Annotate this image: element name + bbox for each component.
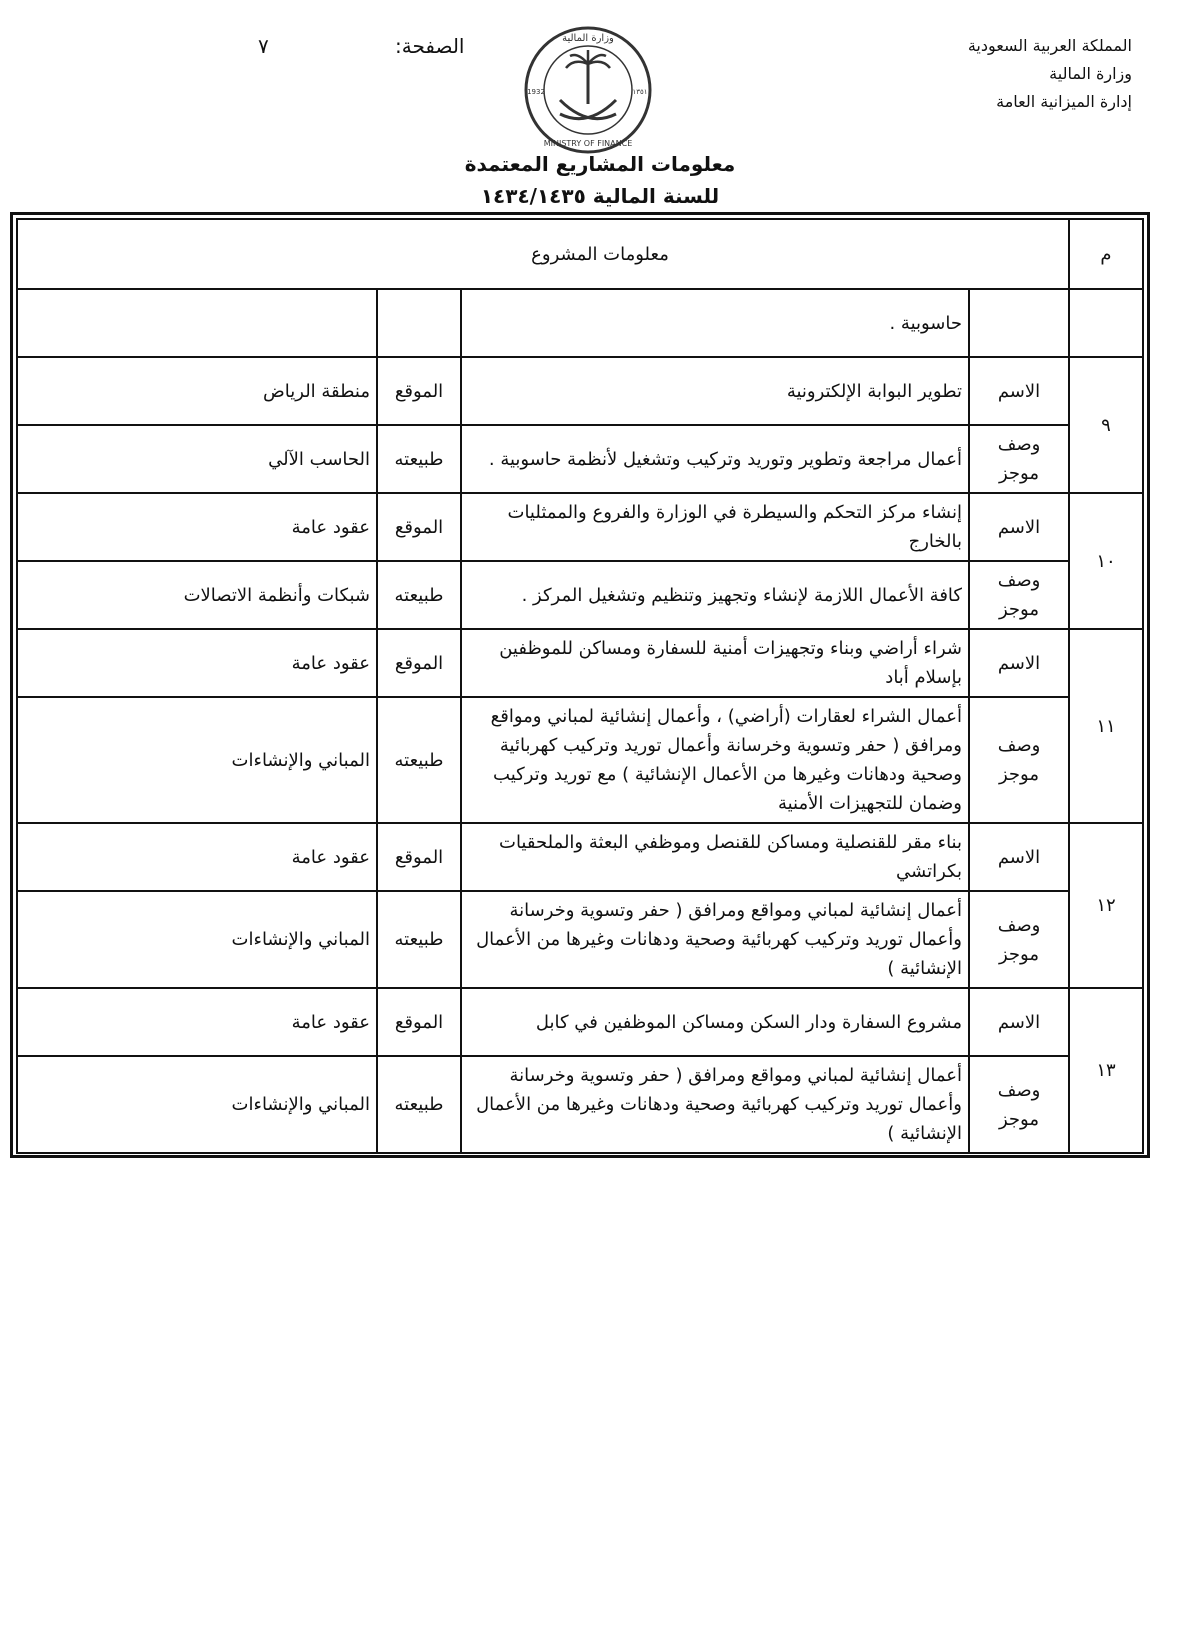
table-row	[17, 493, 1143, 561]
page-number: ٧	[258, 34, 269, 58]
label-nature: طبيعته	[377, 891, 461, 988]
label-name: الاسم	[969, 988, 1069, 1056]
label-name: الاسم	[969, 823, 1069, 891]
project-nature: المباني والإنشاءات	[17, 1056, 377, 1153]
ministry-seal-icon	[522, 24, 654, 156]
project-number: ١٣	[1069, 988, 1143, 1153]
label-location: الموقع	[377, 823, 461, 891]
page-label: الصفحة:	[395, 34, 465, 58]
document-subtitle: للسنة المالية ١٤٣٤/١٤٣٥	[480, 184, 720, 208]
table-row	[17, 823, 1143, 891]
project-name: شراء أراضي وبناء وتجهيزات أمنية للسفارة ومساكن للموظفين بإسلام أباد	[461, 629, 969, 697]
label-location: الموقع	[377, 357, 461, 425]
project-nature: شبكات وأنظمة الاتصالات	[17, 561, 377, 629]
table-row	[17, 357, 1143, 425]
document-title: معلومات المشاريع المعتمدة	[464, 152, 736, 176]
label-desc: وصف موجز	[969, 561, 1069, 629]
label-location: الموقع	[377, 493, 461, 561]
table-header-row	[17, 219, 1143, 289]
label-desc: وصف موجز	[969, 697, 1069, 823]
project-desc: أعمال الشراء لعقارات (أراضي) ، وأعمال إنشائية لمباني ومواقع ومرافق ( حفر وتسوية وخرسانة وأعمال توريد وتركيب كهربائية وصحية ودهانات وغيرها من الأعمال الإنشائية ) مع توريد وتركيب وضمان للتجهيزات الأمنية	[461, 697, 969, 823]
table-row	[17, 561, 1143, 629]
project-desc: أعمال إنشائية لمباني ومواقع ومرافق ( حفر وتسوية وخرسانة وأعمال توريد وتركيب كهربائية وصحية ودهانات وغيرها من الأعمال الإنشائية )	[461, 1056, 969, 1153]
project-number: ١١	[1069, 629, 1143, 823]
label-name: الاسم	[969, 629, 1069, 697]
table-row	[17, 1056, 1143, 1153]
label-nature: طبيعته	[377, 697, 461, 823]
project-location: منطقة الرياض	[17, 357, 377, 425]
label-nature: طبيعته	[377, 561, 461, 629]
project-desc: كافة الأعمال اللازمة لإنشاء وتجهيز وتنظيم وتشغيل المركز .	[461, 561, 969, 629]
project-number: ١٢	[1069, 823, 1143, 988]
project-desc: أعمال إنشائية لمباني ومواقع ومرافق ( حفر وتسوية وخرسانة وأعمال توريد وتركيب كهربائية وصحية ودهانات وغيرها من الأعمال الإنشائية )	[461, 891, 969, 988]
project-desc: أعمال مراجعة وتطوير وتوريد وتركيب وتشغيل لأنظمة حاسوبية .	[461, 425, 969, 493]
seal-ar-text: وزارة المالية	[562, 33, 614, 44]
table-row	[17, 891, 1143, 988]
label-desc: وصف موجز	[969, 1056, 1069, 1153]
department-name: إدارة الميزانية العامة	[996, 92, 1132, 111]
project-name: إنشاء مركز التحكم والسيطرة في الوزارة والفروع والممثليات بالخارج	[461, 493, 969, 561]
project-location: عقود عامة	[17, 629, 377, 697]
project-name: بناء مقر للقنصلية ومساكن للقنصل وموظفي البعثة والملحقيات بكراتشي	[461, 823, 969, 891]
continuation-text: حاسوبية .	[461, 289, 969, 357]
header-m: م	[1069, 219, 1143, 289]
kingdom-name: المملكة العربية السعودية	[967, 36, 1132, 55]
label-nature: طبيعته	[377, 425, 461, 493]
continuation-row	[17, 289, 1143, 357]
label-location: الموقع	[377, 988, 461, 1056]
label-nature: طبيعته	[377, 1056, 461, 1153]
letterhead	[872, 32, 1132, 116]
label-name: الاسم	[969, 493, 1069, 561]
project-nature: الحاسب الآلي	[17, 425, 377, 493]
project-location: عقود عامة	[17, 823, 377, 891]
project-nature: المباني والإنشاءات	[17, 697, 377, 823]
table-row	[17, 629, 1143, 697]
project-number: ١٠	[1069, 493, 1143, 629]
label-desc: وصف موجز	[969, 891, 1069, 988]
table-row	[17, 697, 1143, 823]
label-name: الاسم	[969, 357, 1069, 425]
table-row	[17, 988, 1143, 1056]
label-desc: وصف موجز	[969, 425, 1069, 493]
header-info: معلومات المشروع	[17, 219, 1069, 289]
label-location: الموقع	[377, 629, 461, 697]
projects-table	[16, 218, 1144, 1154]
seal-en-text: MINISTRY OF FINANCE	[543, 139, 633, 148]
ministry-name: وزارة المالية	[1049, 64, 1132, 83]
project-name: مشروع السفارة ودار السكن ومساكن الموظفين في كابل	[461, 988, 969, 1056]
project-location: عقود عامة	[17, 493, 377, 561]
table-row	[17, 425, 1143, 493]
project-number: ٩	[1069, 357, 1143, 493]
project-name: تطوير البوابة الإلكترونية	[461, 357, 969, 425]
seal-year-right: ١٣٥١	[632, 88, 648, 96]
project-location: عقود عامة	[17, 988, 377, 1056]
project-nature: المباني والإنشاءات	[17, 891, 377, 988]
seal-year-left: 1932	[527, 88, 545, 96]
